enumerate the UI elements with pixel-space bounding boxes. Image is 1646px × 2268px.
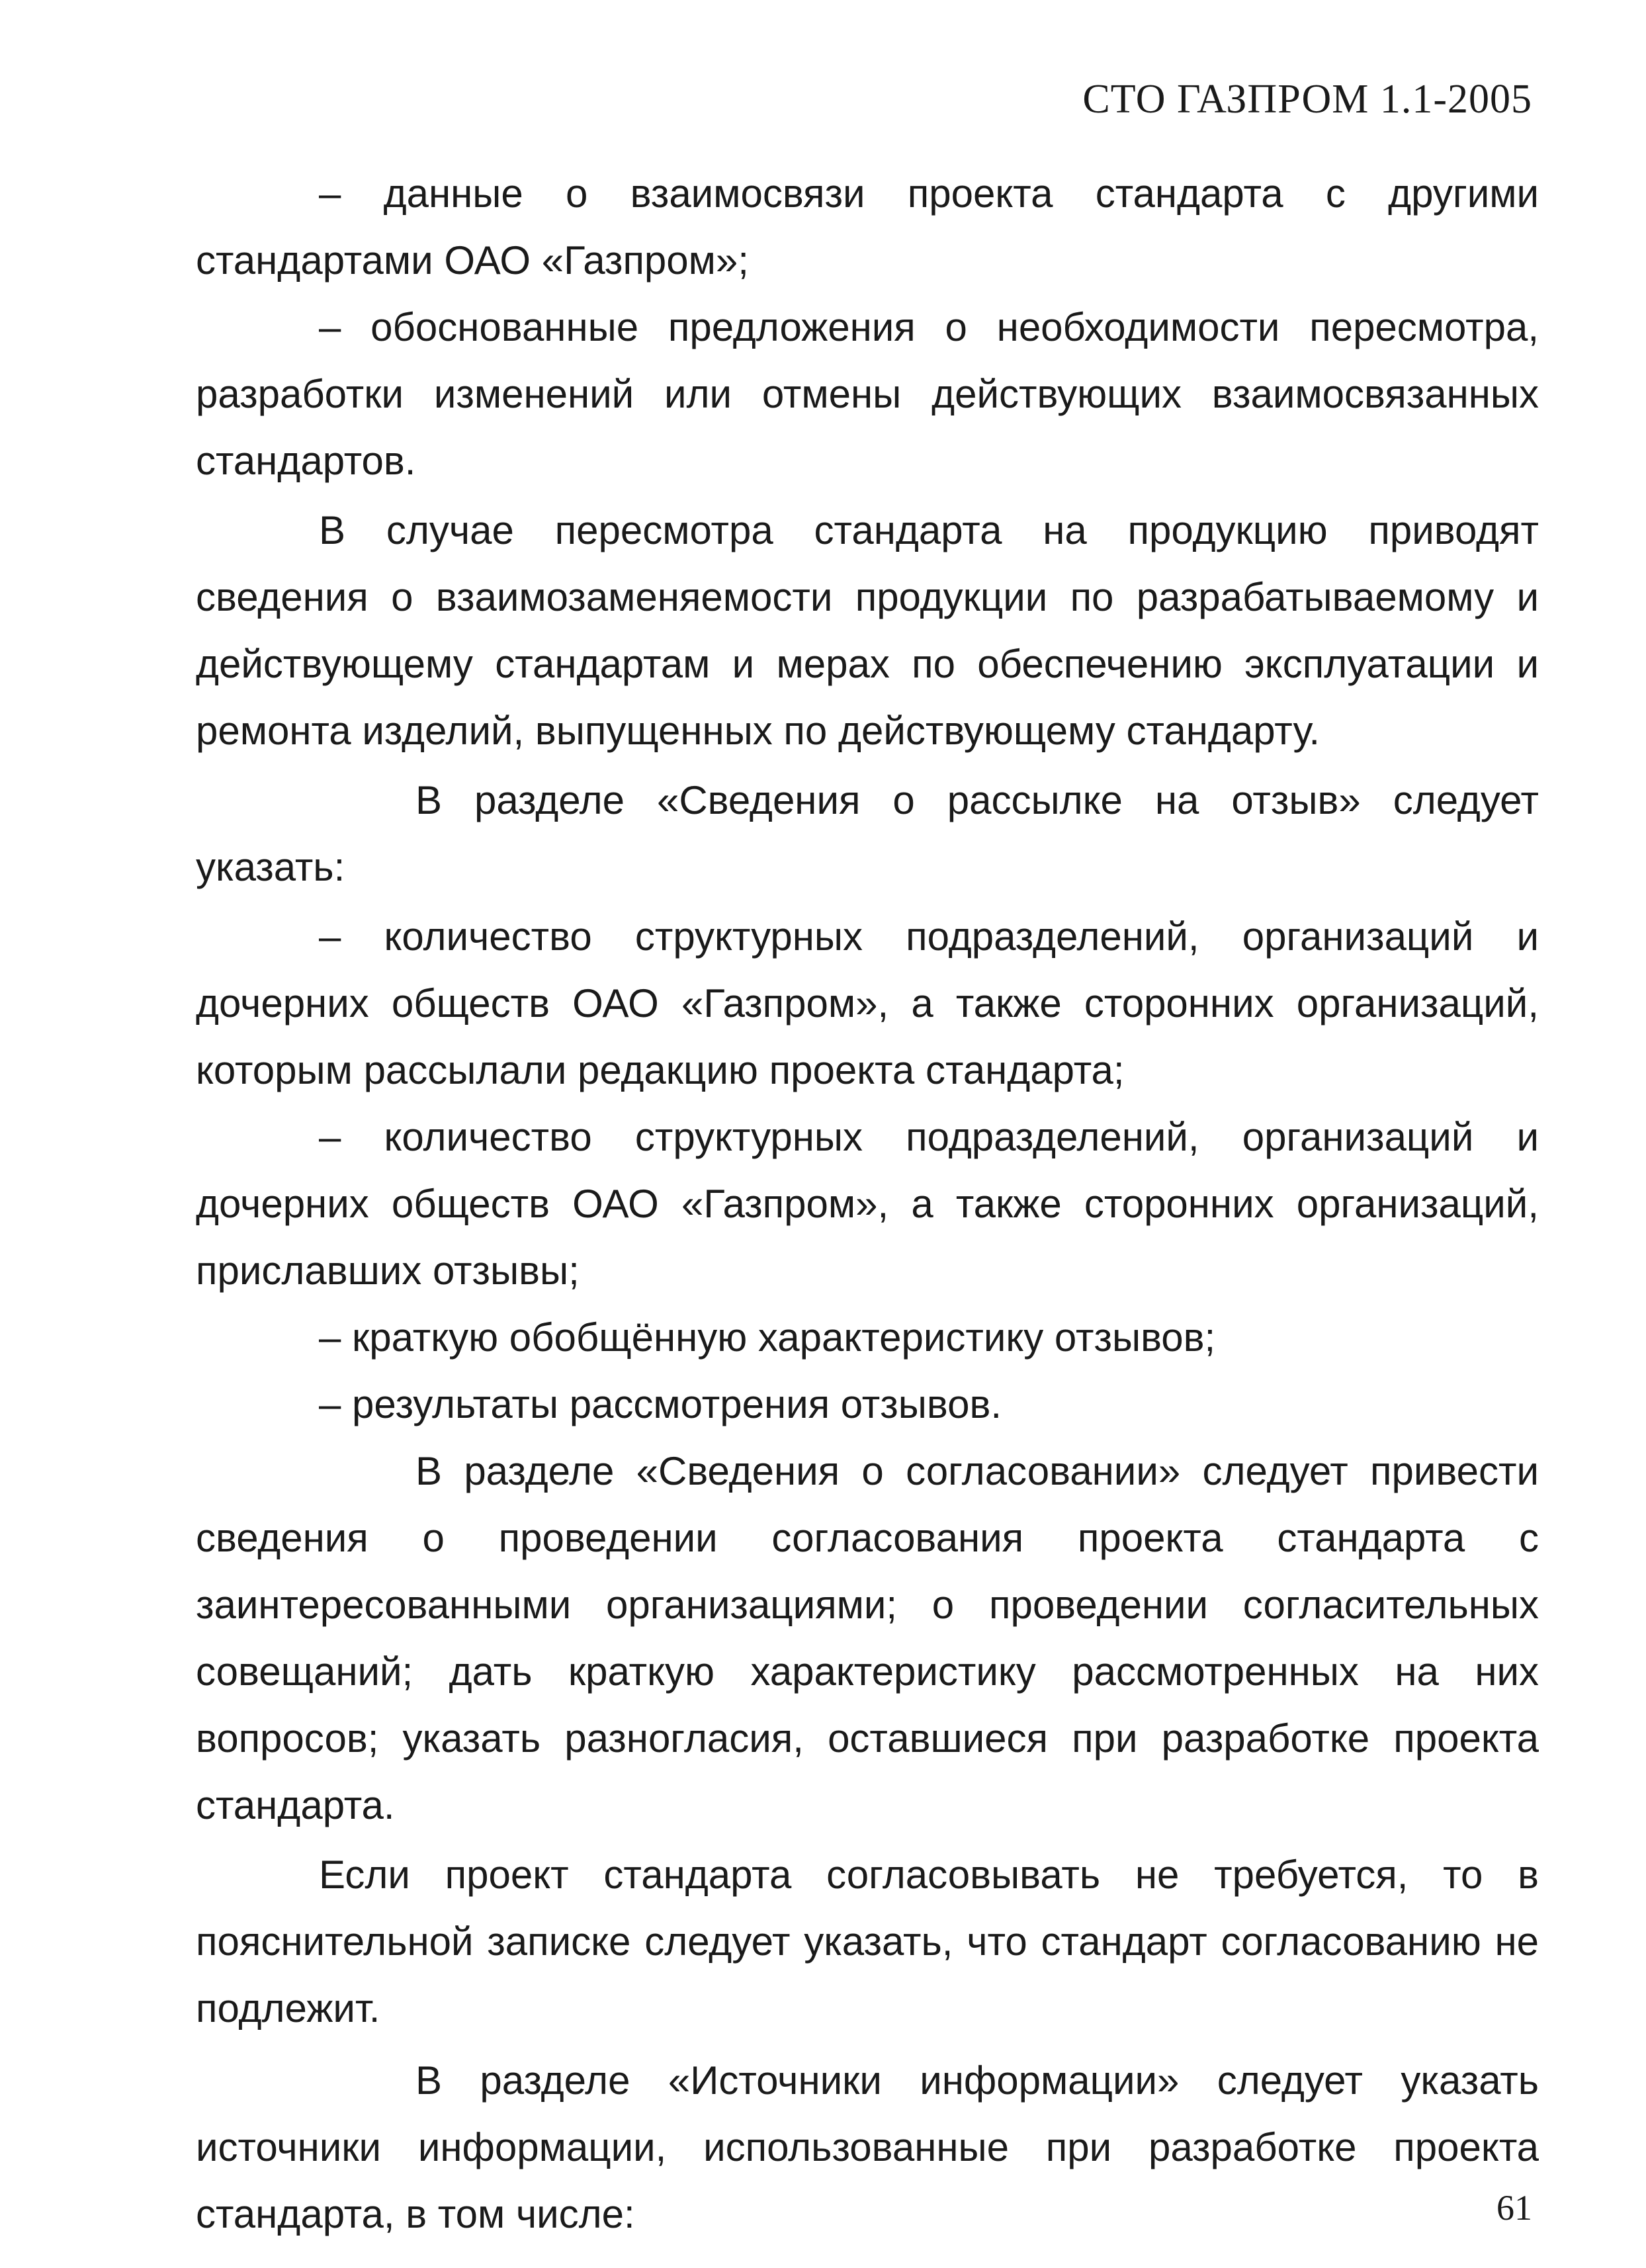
document-body <box>196 160 1539 2247</box>
paragraph-approval-info: В разделе «Сведения о согласовании» следует привести сведения о проведении согласования проекта стандарта с заинтересованными организациями; о проведении согласительных совещаний; дать краткую характеристику рассмотренных на них вопросов; указать разногласия, оставшиеся при разработке проекта стандарта. <box>196 1449 1539 1827</box>
list-item-revision-proposals: – обоснованные предложения о необходимости пересмотра, разработки изменений или отмены действующих взаимосвязанных стандартов. <box>196 305 1539 483</box>
paragraph-product-standard-revision: В случае пересмотра стандарта на продукцию приводят сведения о взаимозаменяемости продукции по разрабатываемому и действующему стандартам и мерах по обеспечению эксплуатации и ремонта изделий, выпущенных по действующему стандарту. <box>196 508 1539 753</box>
list-item-distribution-count: – количество структурных подразделений, организаций и дочерних обществ ОАО «Газпром», а также сторонних организаций, которым рассылали редакцию проекта стандарта; <box>196 914 1539 1092</box>
document-code-header: СТО ГАЗПРОМ 1.1-2005 <box>1082 77 1532 122</box>
list-item-review-count: – количество структурных подразделений, организаций и дочерних обществ ОАО «Газпром», а также сторонних организаций, приславших отзывы; <box>196 1115 1539 1293</box>
list-item-review-summary: – краткую обобщённую характеристику отзывов; <box>319 1315 1216 1360</box>
paragraph-information-sources: В разделе «Источники информации» следует указать источники информации, использованные при разработке проекта стандарта, в том числе: <box>196 2058 1539 2236</box>
paragraph-no-approval-needed: Если проект стандарта согласовывать не требуется, то в пояснительной записке следует указать, что стандарт согласованию не подлежит. <box>196 1853 1539 2030</box>
list-item-interrelation: – данные о взаимосвязи проекта стандарта с другими стандартами ОАО «Газпром»; <box>196 171 1539 283</box>
page-number: 61 <box>1496 2188 1532 2228</box>
paragraph-review-distribution: В разделе «Сведения о рассылке на отзыв» следует указать: <box>196 778 1539 889</box>
list-item-review-results: – результаты рассмотрения отзывов. <box>319 1382 1002 1426</box>
